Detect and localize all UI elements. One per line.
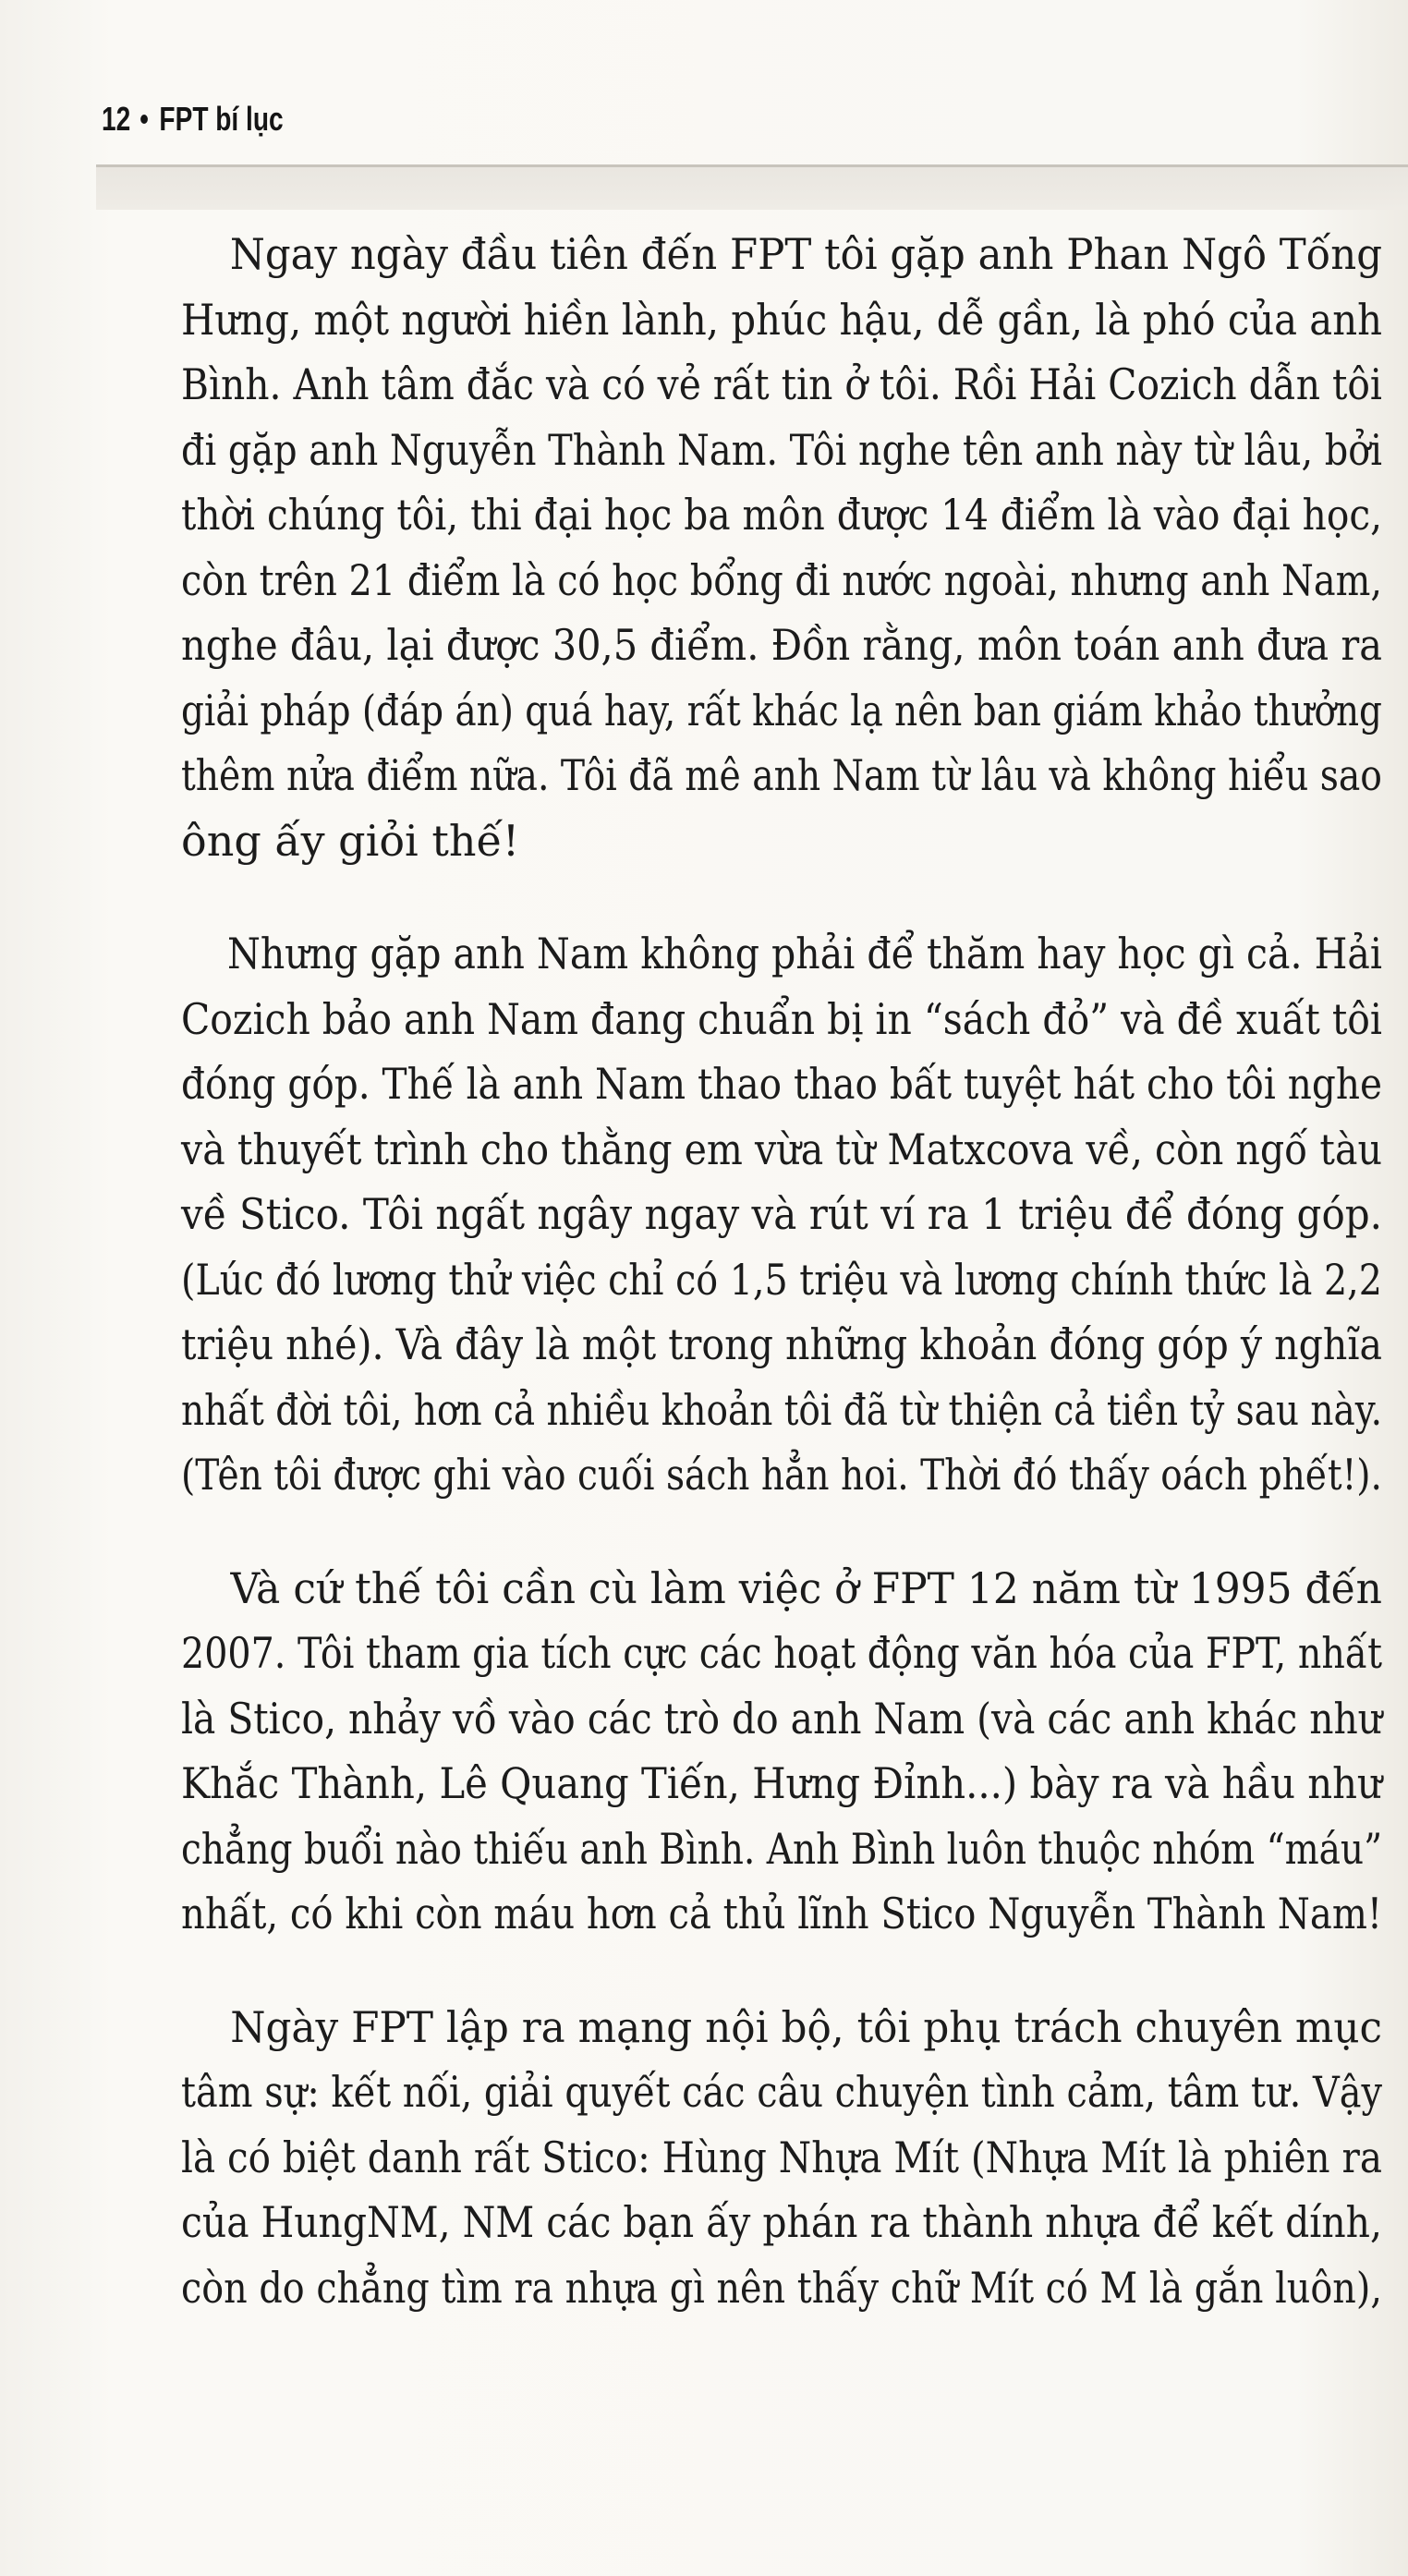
text-line: thêm nửa điểm nữa. Tôi đã mê anh Nam từ lâu và không hiểu sao	[181, 750, 1382, 800]
paragraph-1	[181, 222, 1382, 873]
text-line: còn do chẳng tìm ra nhựa gì nên thấy chữ Mít có M là gắn luôn),	[181, 2262, 1382, 2313]
text-line: thời chúng tôi, thi đại học ba môn được 14 điểm là vào đại học,	[181, 490, 1383, 540]
paragraph-2	[181, 921, 1382, 1508]
text-line: Khắc Thành, Lê Quang Tiến, Hưng Đỉnh...) bày ra và hầu như	[181, 1758, 1382, 1808]
paragraph-4	[181, 1995, 1382, 2321]
page-number: 12	[102, 100, 131, 138]
book-title: FPT bí lục	[159, 100, 284, 138]
text-line: (Tên tôi được ghi vào cuối sách hẳn hoi. Thời đó thấy oách phết!).	[181, 1450, 1382, 1500]
text-line: Ngay ngày đầu tiên đến FPT tôi gặp anh Phan Ngô Tống	[229, 229, 1383, 279]
text-line: về Stico. Tôi ngất ngây ngay và rút ví ra 1 triệu để đóng góp.	[181, 1189, 1383, 1239]
body-text	[181, 222, 1382, 2368]
text-line: nhất, có khi còn máu hơn cả thủ lĩnh Stico Nguyễn Thành Nam!	[181, 1889, 1383, 1938]
text-line: ông ấy giỏi thế!	[181, 815, 520, 866]
text-line: (Lúc đó lương thử việc chỉ có 1,5 triệu và lương chính thức là 2,2	[181, 1254, 1382, 1305]
text-line: Bình. Anh tâm đắc và có vẻ rất tin ở tôi. Rồi Hải Cozich dẫn tôi	[181, 359, 1382, 409]
text-line: là có biệt danh rất Stico: Hùng Nhựa Mít (Nhựa Mít là phiên ra	[181, 2132, 1382, 2182]
text-line: đóng góp. Thế là anh Nam thao thao bất tuyệt hát cho tôi nghe	[181, 1059, 1382, 1109]
running-header	[102, 100, 284, 139]
text-line: Hưng, một người hiền lành, phúc hậu, dễ gần, là phó của anh	[181, 294, 1382, 345]
text-line: nhất đời tôi, hơn cả nhiều khoản tôi đã từ thiện cả tiền tỷ sau này.	[181, 1384, 1383, 1435]
text-line: triệu nhé). Và đây là một trong những khoản đóng góp ý nghĩa	[181, 1319, 1383, 1369]
text-line: và thuyết trình cho thằng em vừa từ Matxcova về, còn ngố tàu	[181, 1124, 1382, 1174]
text-line: đi gặp anh Nguyễn Thành Nam. Tôi nghe tên anh này từ lâu, bởi	[181, 424, 1382, 475]
text-line: Ngày FPT lập ra mạng nội bộ, tôi phụ trách chuyên mục	[230, 2001, 1383, 2052]
paragraph-3	[181, 1556, 1382, 1947]
text-line: của HungNM, NM các bạn ấy phán ra thành nhựa để kết dính,	[181, 2197, 1382, 2247]
text-line: Và cứ thế tôi cần cù làm việc ở FPT 12 năm từ 1995 đến	[230, 1562, 1382, 1613]
text-line: Nhưng gặp anh Nam không phải để thăm hay học gì cả. Hải	[226, 929, 1382, 978]
bullet-separator-icon	[140, 115, 148, 124]
text-line: Cozich bảo anh Nam đang chuẩn bị in “sách đỏ” và đề xuất tôi	[181, 993, 1383, 1044]
text-line: còn trên 21 điểm là có học bổng đi nước ngoài, nhưng anh Nam,	[181, 554, 1383, 605]
text-line: nghe đâu, lại được 30,5 điểm. Đồn rằng, môn toán anh đưa ra	[181, 620, 1382, 670]
text-line: là Stico, nhảy vồ vào các trò do anh Nam (và các anh khác như	[181, 1693, 1383, 1744]
text-line: 2007. Tôi tham gia tích cực các hoạt động văn hóa của FPT, nhất	[181, 1628, 1383, 1678]
text-line: giải pháp (đáp án) quá hay, rất khác lạ nên ban giám khảo thưởng	[181, 685, 1382, 735]
text-line: chẳng buổi nào thiếu anh Bình. Anh Bình luôn thuộc nhóm “máu”	[181, 1823, 1383, 1874]
header-rule	[96, 164, 1408, 210]
text-line: tâm sự: kết nối, giải quyết các câu chuyện tình cảm, tâm tư. Vậy	[181, 2067, 1383, 2117]
